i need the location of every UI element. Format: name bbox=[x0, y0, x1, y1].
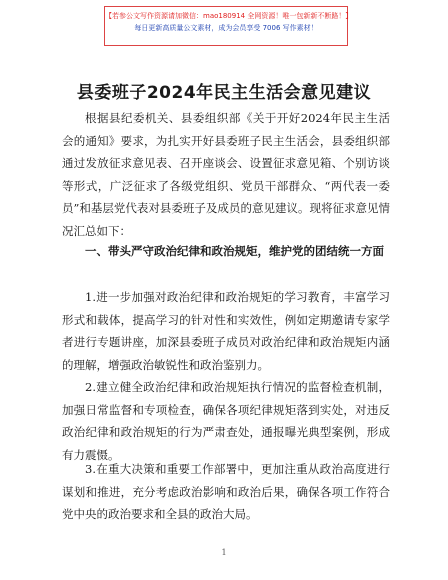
document-title: 县委班子2024年民主生活会意见建议 bbox=[76, 83, 372, 103]
page-number: 1 bbox=[221, 548, 227, 557]
promo-banner bbox=[104, 6, 353, 46]
promo-banner-line2: 每日更新高质量公文素材，成为会员享受 7006 写作素材！ bbox=[134, 24, 318, 32]
intro-paragraph: 根据县纪委机关、县委组织部《关于开好2024年民主生活会的通知》要求，为扎实开好县委班子民主生活会，县委组织部通过发放征求意见表、召开座谈会、设置征求意见箱、个别访谈等形式，广泛征求了各级党组织、党员干部群众、“两代表一委员”和基层党代表对县委班子及成员的意见建议。现将征求意见情况汇总如下： bbox=[62, 111, 390, 238]
section-heading-1-text: 一、带头严守政治纪律和政治规矩，维护党的团结统一方面 bbox=[85, 244, 384, 258]
item-2-paragraph: 2.建立健全政治纪律和政治规矩执行情况的监督检查机制，加强日常监督和专项检查，确保各项纪律规矩落到实处，对违反政治纪律和政治规矩的行为严肃查处，通报曝光典型案例，形成有力震慑。 bbox=[62, 380, 390, 462]
item-3-paragraph: 3.在重大决策和重要工作部署中，更加注重从政治高度进行谋划和推进，充分考虑政治影响和政治后果，确保各项工作符合党中央的政治要求和全县的政治大局。 bbox=[62, 462, 390, 521]
promo-banner-line1: 【若参公文写作资源请加微信：mao180914 全网资源！唯一包新新不断路！】 bbox=[105, 12, 353, 20]
section-heading-1 bbox=[62, 240, 390, 263]
item-1-paragraph: 1.进一步加强对政治纪律和政治规矩的学习教育，丰富学习形式和载体，提高学习的针对性和实效性，例如定期邀请专家学者进行专题讲座，加深县委班子成员对政治纪律和政治规矩内涵的理解，增强政治敏锐性和政治鉴别力。 bbox=[62, 290, 390, 372]
